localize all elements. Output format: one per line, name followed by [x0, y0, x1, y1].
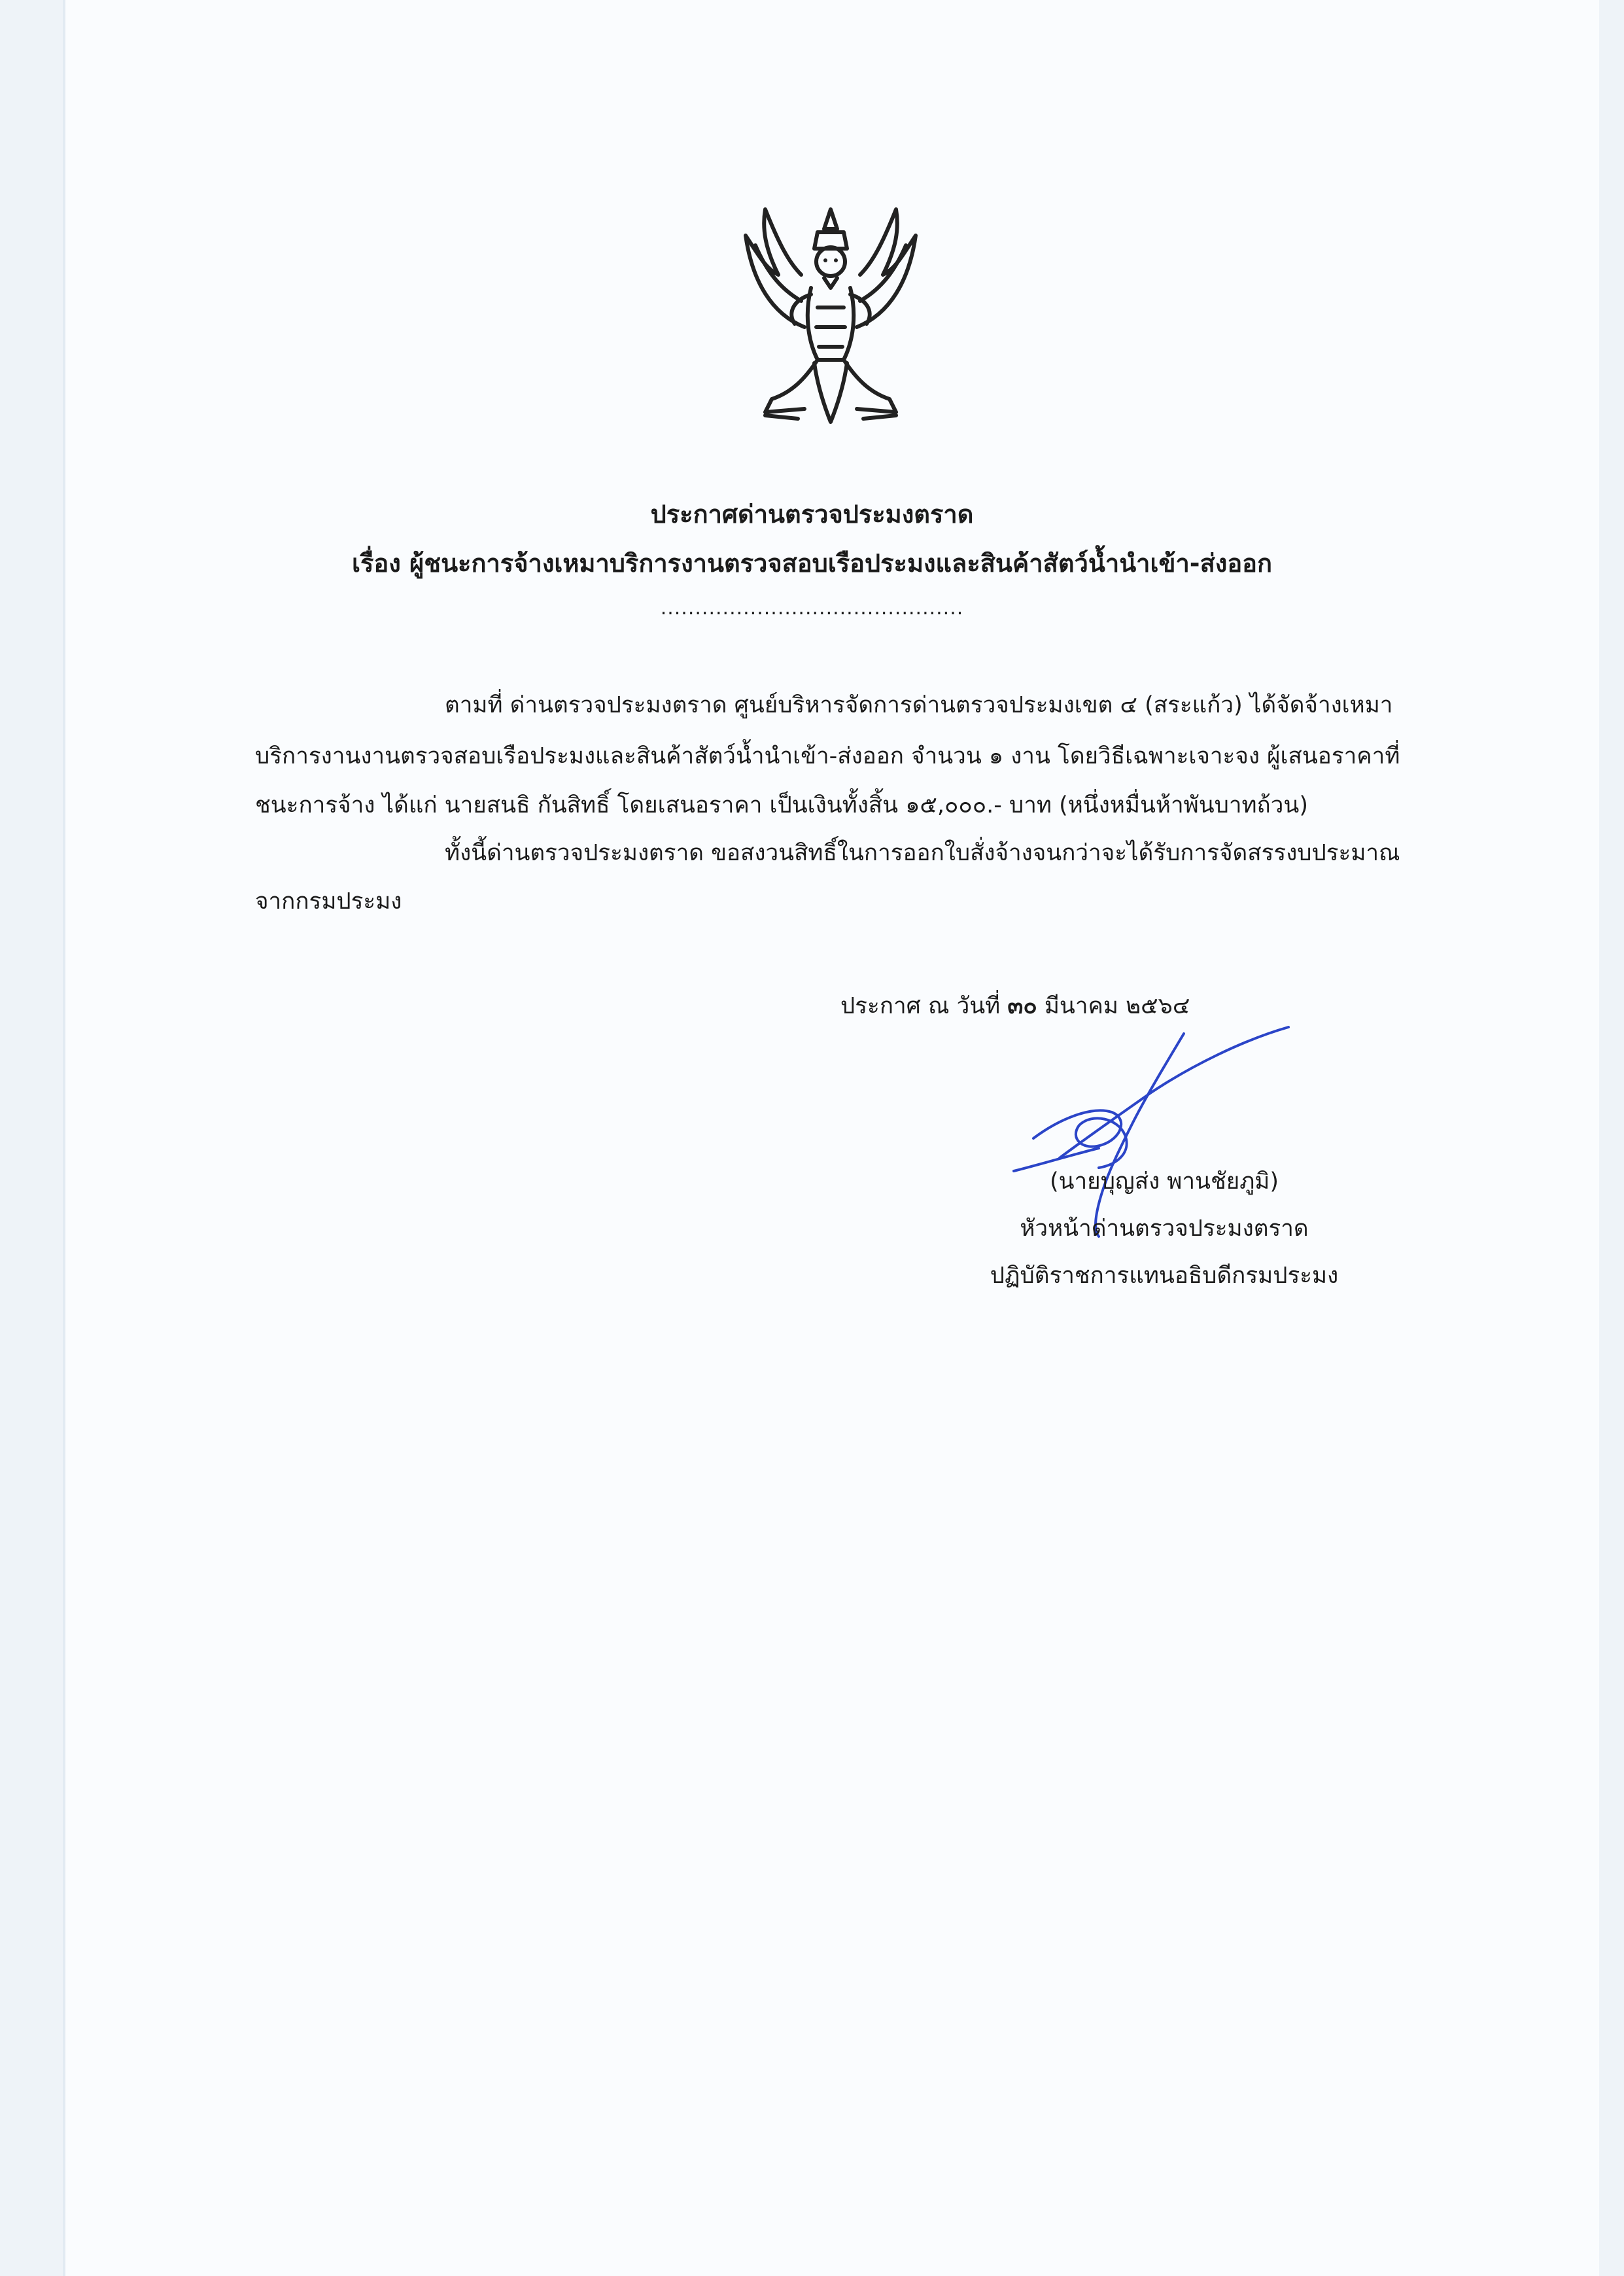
date-month-year: มีนาคม ๒๕๖๔ — [1044, 993, 1190, 1019]
signatory-acting-for: ปฏิบัติราชการแทนอธิบดีกรมประมง — [990, 1263, 1339, 1289]
signatory-position: หัวหน้าด่านตรวจประมงตราด — [1020, 1216, 1309, 1242]
date-prefix: ประกาศ ณ วันที่ — [840, 993, 1001, 1019]
separator-dots: ............................................ — [660, 597, 964, 620]
body-line-1: ตามที่ ด่านตรวจประมงตราด ศูนย์บริหารจัดการด่านตรวจประมงเขต ๔ (สระแก้ว) ได้จัดจ้างเหมา — [445, 692, 1393, 718]
body-line-4: ทั้งนี้ด่านตรวจประมงตราด ขอสงวนสิทธิ์ในการออกใบสั่งจ้างจนกว่าจะได้รับการจัดสรรงบประมาณ — [445, 840, 1400, 866]
body-line-3: ชนะการจ้าง ได้แก่ นายสนธิ กันสิทธิ์ โดยเสนอราคา เป็นเงินทั้งสิ้น ๑๕,๐๐๐.- บาท (หนึ่งหมื่นห้าพันบาทถ้วน) — [255, 792, 1308, 818]
date-day: ๓๐ — [1007, 993, 1037, 1019]
body-line-5: จากกรมประมง — [255, 888, 402, 915]
announcement-subject: เรื่อง ผู้ชนะการจ้างเหมาบริการงานตรวจสอบเรือประมงและสินค้าสัตว์น้ำนำเข้า-ส่งออก — [352, 549, 1272, 578]
garuda-emblem — [726, 196, 935, 438]
announcement-title: ประกาศด่านตรวจประมงตราด — [650, 500, 974, 529]
body-line-2: บริการงานงานตรวจสอบเรือประมงและสินค้าสัตว์น้ำนำเข้า-ส่งออก จำนวน ๑ งาน โดยวิธีเฉพาะเจาะจง ผู้เสนอราคาที่ — [255, 743, 1400, 769]
signatory-name: (นายบุญส่ง พานชัยภูมิ) — [1049, 1168, 1279, 1195]
